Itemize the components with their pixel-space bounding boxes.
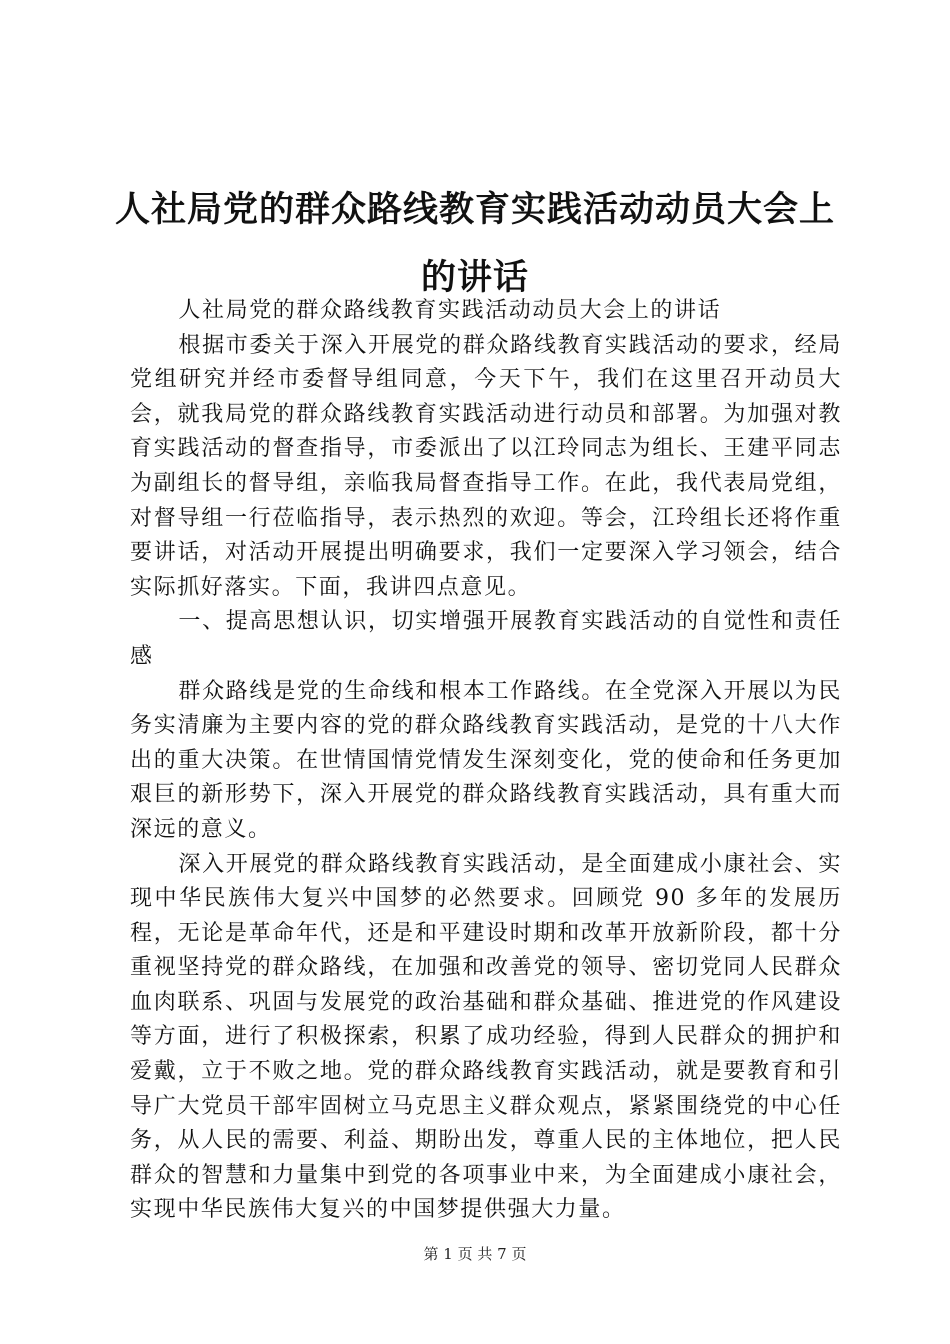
- page-footer: 第 1 页 共 7 页: [423, 1245, 527, 1263]
- document-title: 人社局党的群众路线教育实践活动动员大会上的讲话: [114, 190, 835, 298]
- document-body: [130, 294, 842, 1228]
- section-heading-1: 一、提高思想认识，切实增强开展教育实践活动的自觉性和责任感: [130, 609, 842, 669]
- paragraph-significance: 深入开展党的群众路线教育实践活动，是全面建成小康社会、实现中华民族伟大复兴中国梦的必然要求。回顾党 90 多年的发展历程，无论是革命年代，还是和平建设时期和改革开放新阶段，都十分重视坚持党的群众路线，在加强和改善党的领导、密切党同人民群众血肉联系、巩固与发展党的政治基础和群众基础、推进党的作风建设等方面，进行了积极探索，积累了成功经验，得到人民群众的拥护和爱戴，立于不败之地。党的群众路线教育实践活动，就是要教育和引导广大党员干部牢固树立马克思主义群众观点，紧紧围绕党的中心任务，从人民的需要、利益、期盼出发，尊重人民的主体地位，把人民群众的智慧和力量集中到党的各项事业中来，为全面建成小康社会，实现中华民族伟大复兴的中国梦提供强大力量。: [130, 851, 842, 1223]
- paragraph-intro: 根据市委关于深入开展党的群众路线教育实践活动的要求，经局党组研究并经市委督导组同意，今天下午，我们在这里召开动员大会，就我局党的群众路线教育实践活动进行动员和部署。为加强对教育实践活动的督查指导，市委派出了以江玲同志为组长、王建平同志为副组长的督导组，亲临我局督查指导工作。在此，我代表局党组，对督导组一行莅临指导，表示热烈的欢迎。等会，江玲组长还将作重要讲话，对活动开展提出明确要求，我们一定要深入学习领会，结合实际抓好落实。下面，我讲四点意见。: [130, 332, 842, 600]
- paragraph-mass-line: 群众路线是党的生命线和根本工作路线。在全党深入开展以为民务实清廉为主要内容的党的群众路线教育实践活动，是党的十八大作出的重大决策。在世情国情党情发生深刻变化，党的使命和任务更加艰巨的新形势下，深入开展党的群众路线教育实践活动，具有重大而深远的意义。: [130, 678, 842, 842]
- paragraph-subtitle: 人社局党的群众路线教育实践活动动员大会上的讲话: [178, 298, 722, 323]
